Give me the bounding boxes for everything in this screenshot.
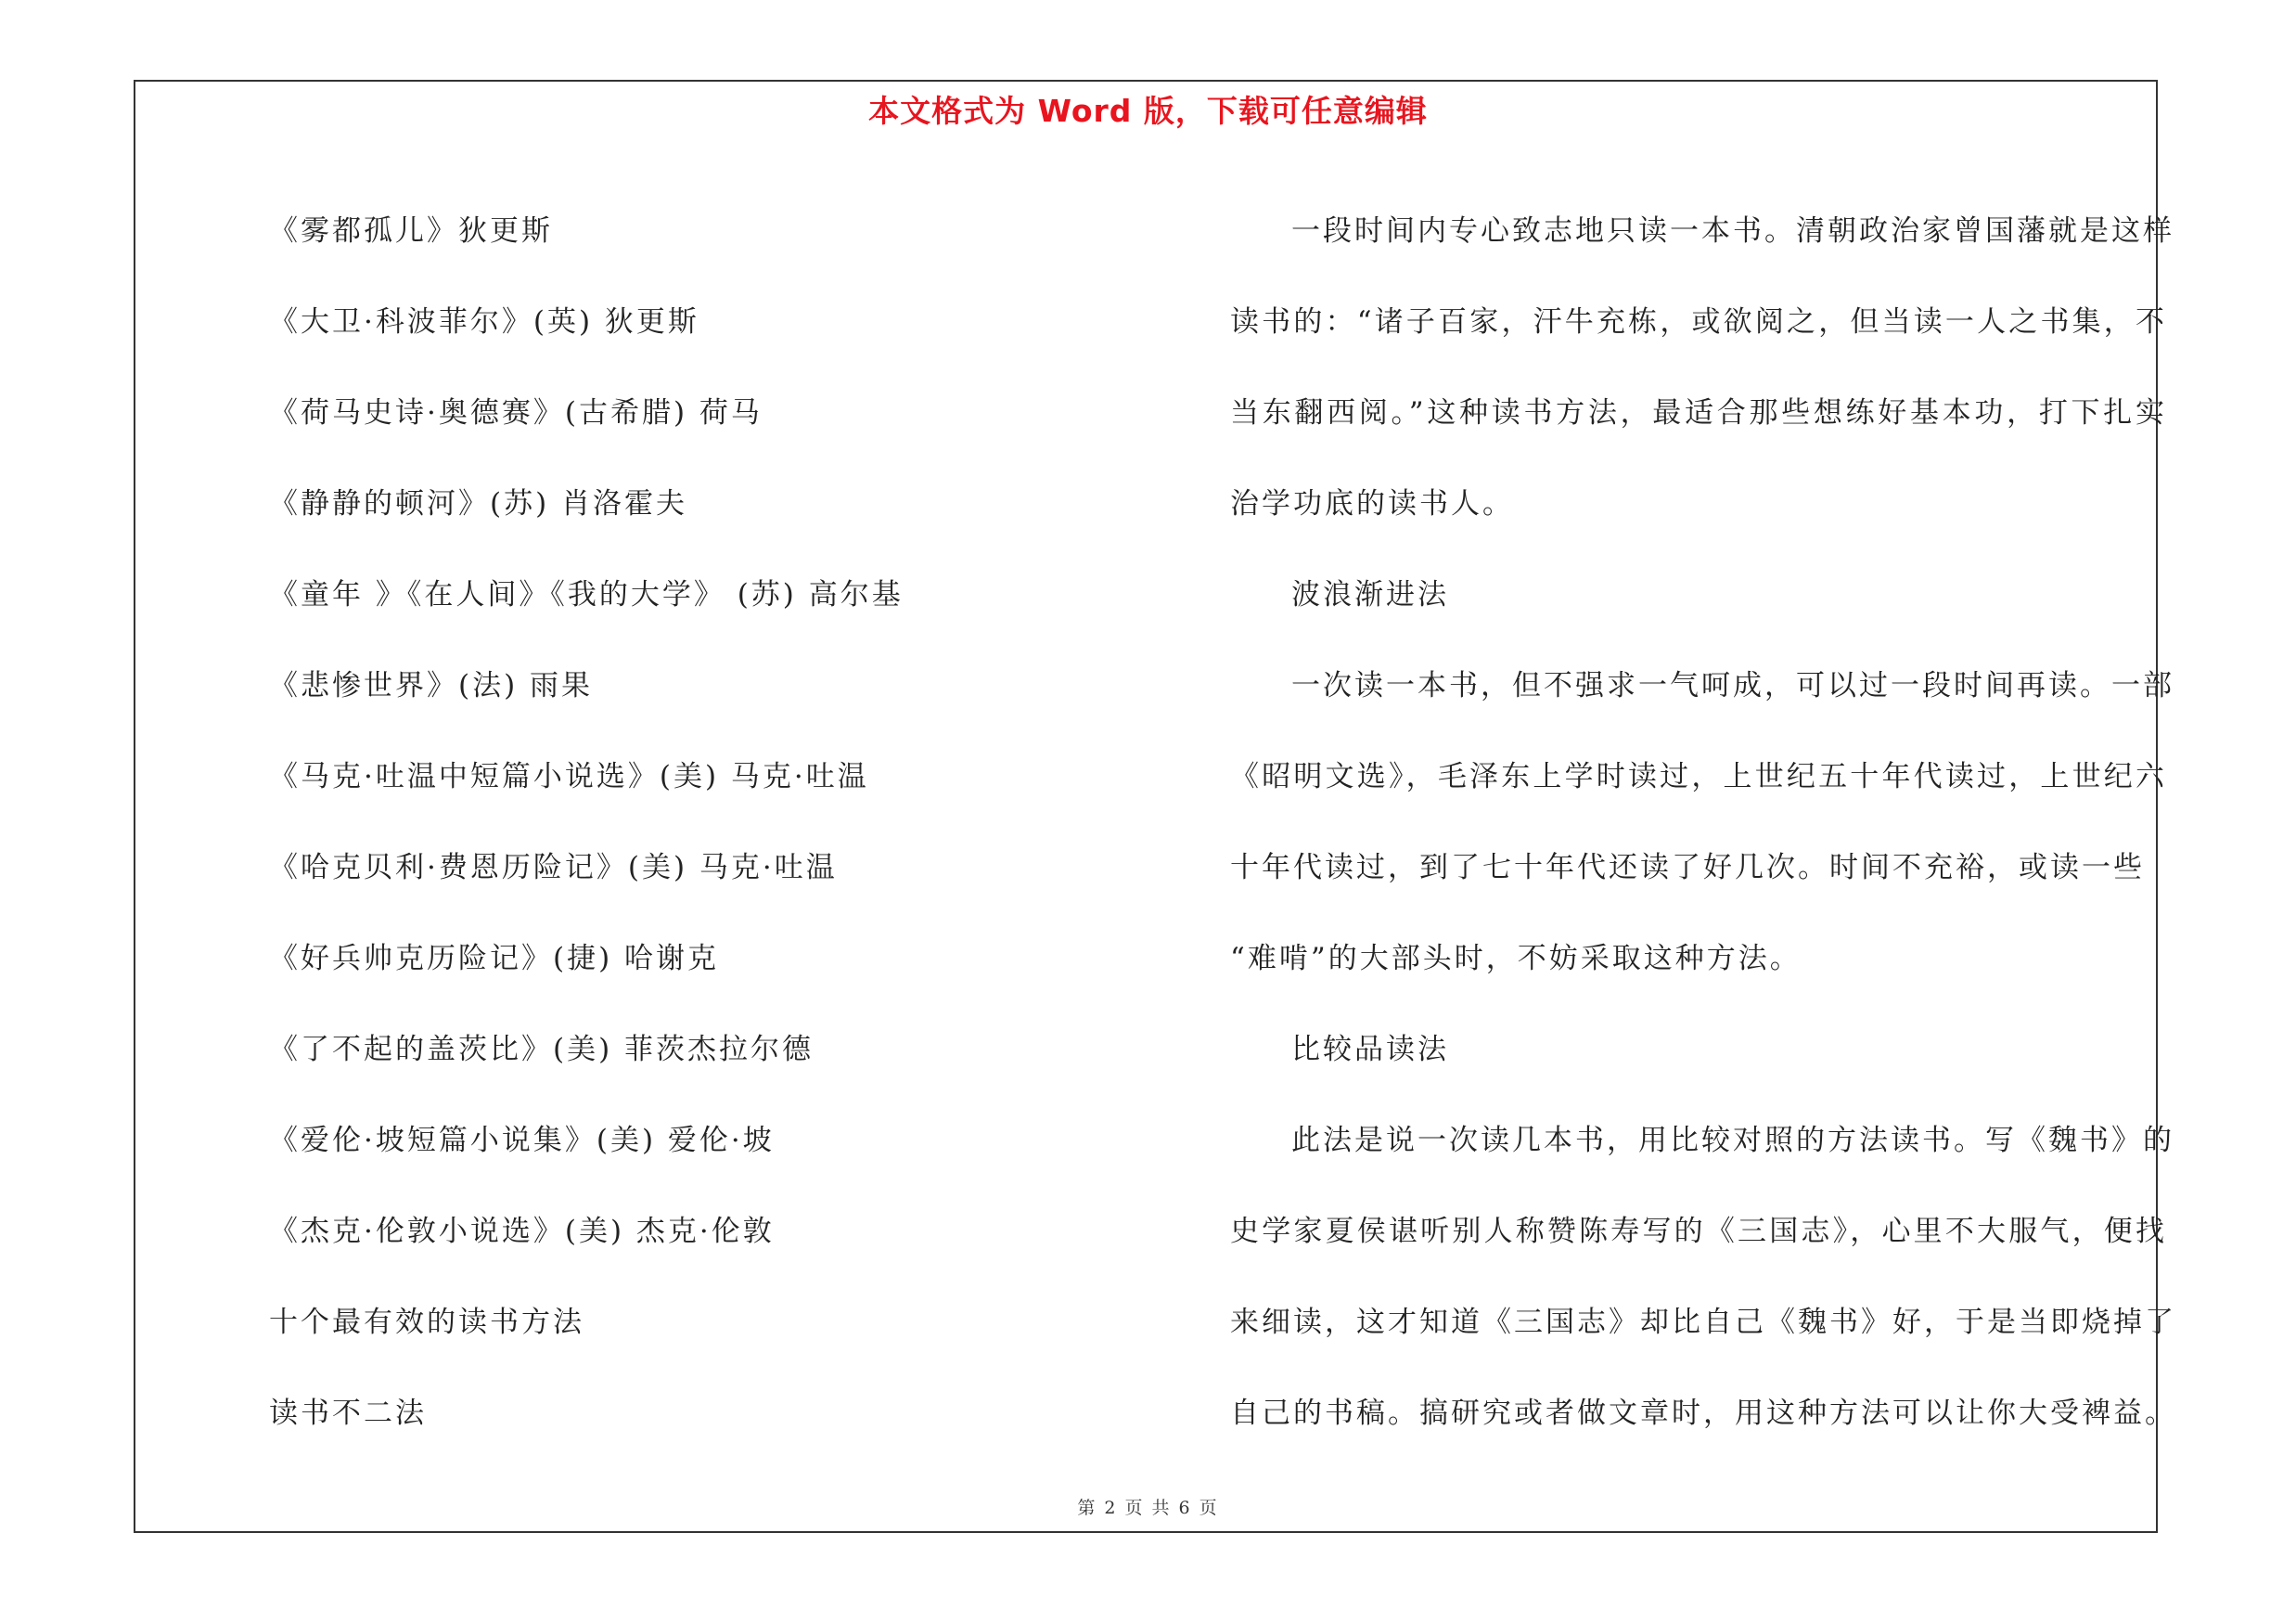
method-heading: 波浪渐进法 xyxy=(1291,578,1449,612)
paragraph-line: 一次读一本书，但不强求一气呵成，可以过一段时间再读。一部 xyxy=(1291,669,2174,702)
method-heading: 读书不二法 xyxy=(269,1397,427,1430)
book-list-item: 《大卫·科波菲尔》(英) 狄更斯 xyxy=(269,305,699,339)
book-list-item: 《悲惨世界》(法) 雨果 xyxy=(269,669,594,702)
book-list-item: 《雾都孤儿》狄更斯 xyxy=(269,214,553,248)
word-format-banner: 本文格式为 Word 版，下载可任意编辑 xyxy=(868,93,1428,129)
paragraph-line: 史学家夏侯谌听别人称赞陈寿写的《三国志》，心里不大服气，便找 xyxy=(1230,1215,2167,1248)
book-list-item: 《静静的顿河》(苏) 肖洛霍夫 xyxy=(269,487,688,521)
book-list-item: 《童年 》《在人间》《我的大学》 (苏) 高尔基 xyxy=(269,578,904,612)
book-list-item: 《杰克·伦敦小说选》(美) 杰克·伦敦 xyxy=(269,1215,775,1248)
book-list-item: 《荷马史诗·奥德赛》(古希腊) 荷马 xyxy=(269,396,763,430)
book-list-item: 《马克·吐温中短篇小说选》(美) 马克·吐温 xyxy=(269,760,869,793)
page-number-footer: 第 2 页 共 6 页 xyxy=(1077,1498,1219,1518)
paragraph-line: 自己的书稿。搞研究或者做文章时，用这种方法可以让你大受裨益。 xyxy=(1230,1397,2176,1430)
book-list-item: 《了不起的盖茨比》(美) 菲茨杰拉尔德 xyxy=(269,1033,815,1066)
paragraph-line: 读书的：“诸子百家，汗牛充栋，或欲阅之，但当读一人之书集，不 xyxy=(1230,305,2167,339)
paragraph-line: 治学功底的读书人。 xyxy=(1230,487,1514,521)
book-list-item: 《好兵帅克历险记》(捷) 哈谢克 xyxy=(269,942,720,975)
paragraph-line: 此法是说一次读几本书，用比较对照的方法读书。写《魏书》的 xyxy=(1291,1124,2174,1157)
paragraph-line: 《昭明文选》，毛泽东上学时读过，上世纪五十年代读过，上世纪六 xyxy=(1230,760,2167,793)
book-list-column xyxy=(269,186,1197,1459)
section-heading: 十个最有效的读书方法 xyxy=(269,1306,584,1339)
paragraph-line: 十年代读过，到了七十年代还读了好几次。时间不充裕，或读一些 xyxy=(1230,851,2145,884)
book-list-item: 《爱伦·坡短篇小说集》(美) 爱伦·坡 xyxy=(269,1124,775,1157)
book-list-item: 《哈克贝利·费恩历险记》(美) 马克·吐温 xyxy=(269,851,838,884)
paragraph-line: 当东翻西阅。”这种读书方法，最适合那些想练好基本功，打下扎实 xyxy=(1230,396,2167,430)
paragraph-line: 一段时间内专心致志地只读一本书。清朝政治家曾国藩就是这样 xyxy=(1291,214,2174,248)
paragraph-line: 来细读，这才知道《三国志》却比自己《魏书》好，于是当即烧掉了 xyxy=(1230,1306,2176,1339)
method-heading: 比较品读法 xyxy=(1291,1033,1449,1066)
paragraph-line: “难啃”的大部头时，不妨采取这种方法。 xyxy=(1230,942,1802,975)
reading-methods-column xyxy=(1230,186,2176,1459)
